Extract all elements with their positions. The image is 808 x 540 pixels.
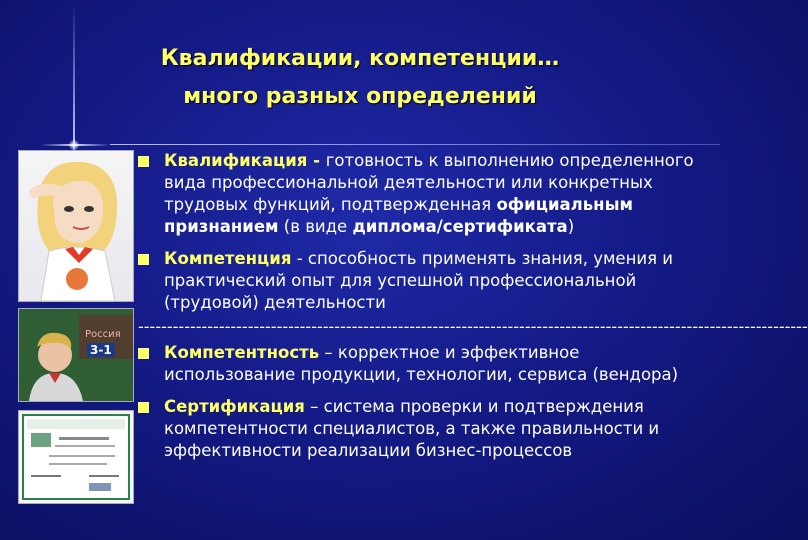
decorative-sparkle-line <box>73 0 75 160</box>
football-player-image <box>18 308 134 402</box>
dashed-separator: -------------------------------------------------------------------------------------------------------------------- <box>138 317 808 336</box>
scoreboard-overlay-text: Россия <box>85 329 121 340</box>
definition-text-part-2: (в виде <box>278 217 353 236</box>
definition-text: - способность применять знания, умения и практический опыт для успешной профессиональной (трудовой) деятельности <box>164 249 673 312</box>
football-player-photo-icon <box>19 309 133 401</box>
slide-title <box>110 40 610 116</box>
title-divider-line <box>110 144 720 145</box>
bullet-square-icon <box>138 402 149 413</box>
term-dash: - <box>307 151 326 170</box>
bullet-square-icon <box>138 156 149 167</box>
term-qualification: Квалификация <box>164 151 308 170</box>
definition-text: – система проверки и подтверждения компетентности специалистов, а также правильности и эффективности реализации бизнес-процессов <box>164 397 660 460</box>
term-competence: Компетенция <box>164 249 292 268</box>
cartoon-girl-image <box>18 150 134 302</box>
definition-bold-part-1: официальным признанием <box>164 195 633 236</box>
slide-title-line-1: Квалификации, компетенции… <box>160 46 560 71</box>
score-overlay: 3-1 <box>87 343 115 357</box>
decorative-sparkle-star <box>69 140 79 150</box>
list-item-competence <box>138 248 713 314</box>
term-competency: Компетентность <box>164 343 320 362</box>
definition-bold-part-2: диплома/сертификата <box>352 217 568 236</box>
slide-title-line-2: много разных определений <box>183 84 537 109</box>
list-item-certification <box>138 396 713 462</box>
cartoon-girl-saluting-icon <box>19 151 133 301</box>
term-certification: Сертификация <box>164 397 305 416</box>
definition-text-part-3: ) <box>567 217 575 236</box>
certificate-document-icon <box>19 411 133 503</box>
certificate-image <box>18 410 134 504</box>
bullet-square-icon <box>138 348 149 359</box>
definitions-list <box>138 150 808 472</box>
definition-text-part-1: готовность к выполнению определенного вида профессиональной деятельности или конкретных трудовых функций, подтвержденная <box>164 151 694 214</box>
definition-text: – корректное и эффективное использование продукции, технологии, сервиса (вендора) <box>164 343 679 384</box>
list-item-competency <box>138 342 713 386</box>
list-item-qualification <box>138 150 713 238</box>
bullet-square-icon <box>138 254 149 265</box>
